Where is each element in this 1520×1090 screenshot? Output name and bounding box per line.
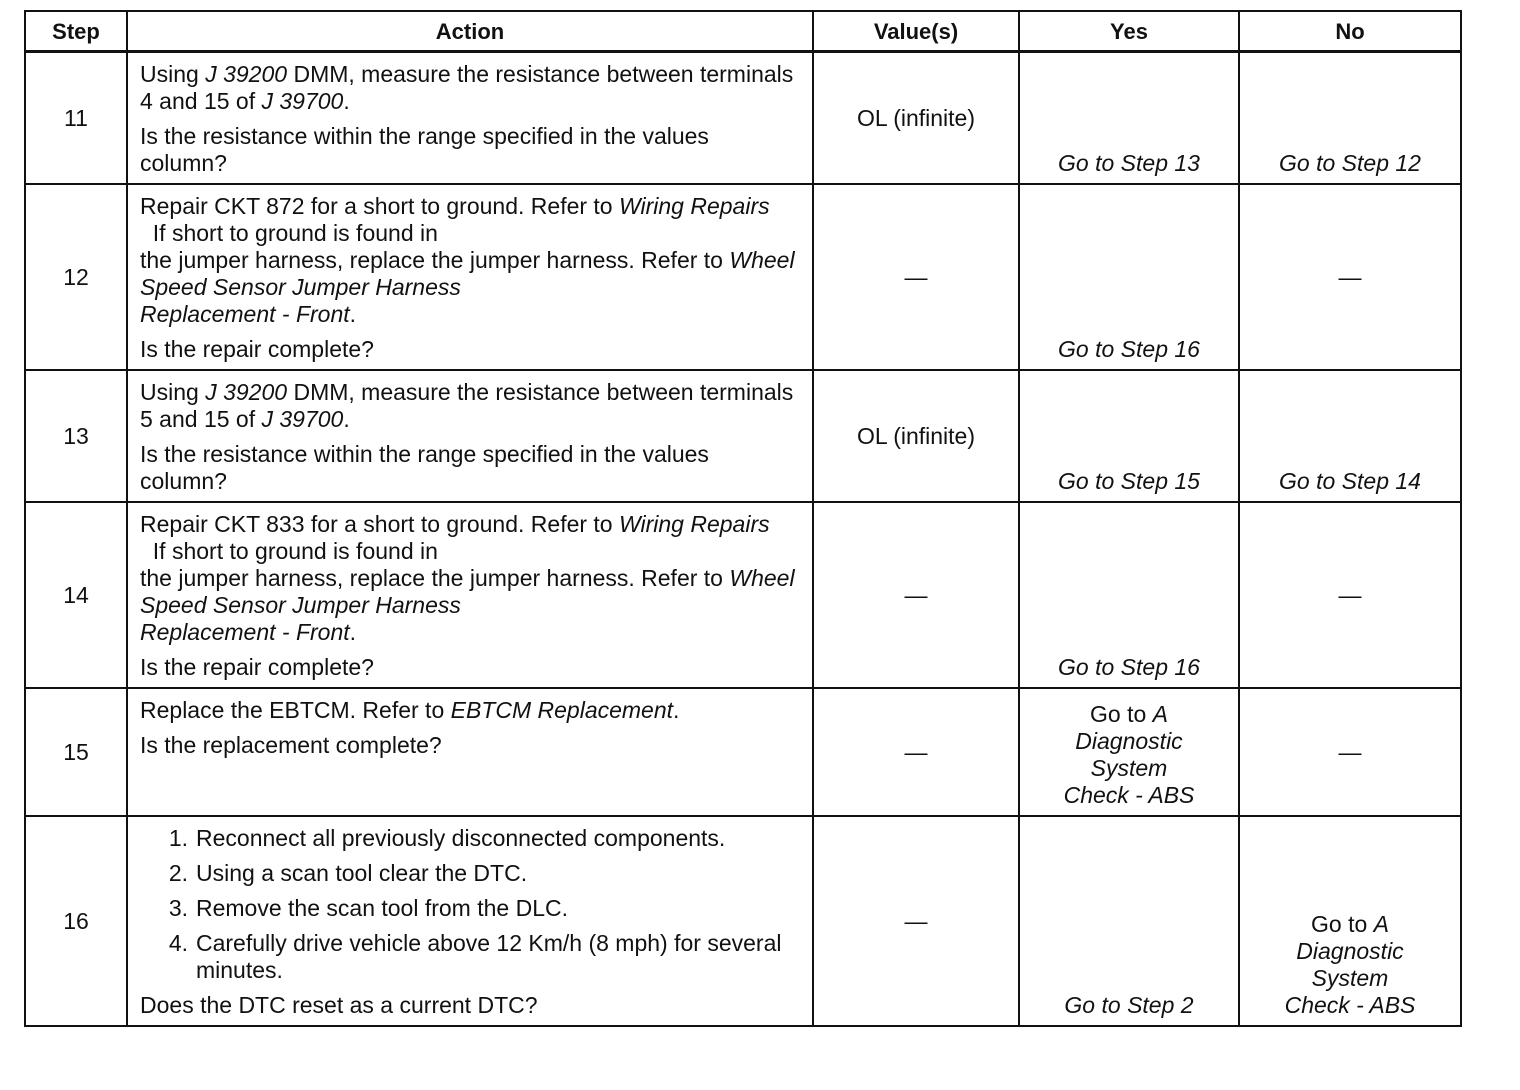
yes-link: Go to Step 16 xyxy=(1058,654,1200,680)
step-number: 14 xyxy=(25,502,127,688)
table-row xyxy=(25,52,1461,185)
yes-cell xyxy=(1019,184,1239,370)
table-row xyxy=(25,688,1461,816)
step-number: 12 xyxy=(25,184,127,370)
no-cell: — xyxy=(1239,688,1461,816)
value-cell: — xyxy=(813,688,1019,816)
no-link-line: Diagnostic xyxy=(1296,938,1404,964)
table-header-row xyxy=(25,11,1461,52)
column-header-values: Value(s) xyxy=(813,11,1019,52)
yes-link-line: System xyxy=(1090,755,1168,781)
yes-link: Go to Step 15 xyxy=(1058,468,1200,494)
column-header-action: Action xyxy=(127,11,813,52)
action-instruction: Repair CKT 872 for a short to ground. Refer to Wiring Repairs If short to ground is found in xyxy=(140,193,770,246)
action-cell xyxy=(127,688,813,816)
value-cell: — xyxy=(813,816,1019,1026)
yes-link: Go to Step 16 xyxy=(1058,336,1200,362)
no-cell xyxy=(1239,816,1461,1026)
yes-cell xyxy=(1019,816,1239,1026)
action-instruction-continued: the jumper harness, replace the jumper harness. Refer to Wheel Speed Sensor Jumper Harness Replacement - Front. xyxy=(140,247,795,327)
no-link: Go to Step 14 xyxy=(1279,468,1421,494)
value-cell: — xyxy=(813,502,1019,688)
action-instruction: Using J 39200 DMM, measure the resistance between terminals 5 and 15 of J 39700. xyxy=(140,379,794,432)
list-item: 3. Remove the scan tool from the DLC. xyxy=(168,895,568,921)
action-cell xyxy=(127,184,813,370)
list-item: 1. Reconnect all previously disconnected components. xyxy=(168,825,726,851)
yes-link-line: Diagnostic xyxy=(1075,728,1183,754)
diagnostic-table xyxy=(24,10,1462,1027)
no-cell xyxy=(1239,370,1461,502)
yes-link-line: Check - ABS xyxy=(1063,782,1195,808)
yes-cell xyxy=(1019,688,1239,816)
step-number: 13 xyxy=(25,370,127,502)
yes-cell xyxy=(1019,370,1239,502)
table-row xyxy=(25,816,1461,1026)
procedure-list xyxy=(140,825,802,984)
no-link: Go to A xyxy=(1311,911,1389,937)
step-number: 11 xyxy=(25,52,127,185)
action-cell xyxy=(127,816,813,1026)
action-instruction-continued: the jumper harness, replace the jumper harness. Refer to Wheel Speed Sensor Jumper Harness Replacement - Front. xyxy=(140,565,795,645)
list-item: 4. Carefully drive vehicle above 12 Km/h (8 mph) for several minutes. xyxy=(168,930,782,983)
column-header-no: No xyxy=(1239,11,1461,52)
action-question: Is the resistance within the range specified in the values column? xyxy=(140,123,709,176)
yes-link: Go to A xyxy=(1090,701,1168,727)
step-number: 15 xyxy=(25,688,127,816)
yes-cell xyxy=(1019,52,1239,185)
action-instruction: Repair CKT 833 for a short to ground. Refer to Wiring Repairs If short to ground is found in xyxy=(140,511,770,564)
yes-link: Go to Step 2 xyxy=(1064,992,1194,1018)
no-link: Go to Step 12 xyxy=(1279,150,1421,176)
action-instruction: Replace the EBTCM. Refer to EBTCM Replacement. xyxy=(140,697,680,723)
action-instruction: Using J 39200 DMM, measure the resistance between terminals 4 and 15 of J 39700. xyxy=(140,61,794,114)
value-cell: OL (infinite) xyxy=(813,52,1019,185)
yes-link: Go to Step 13 xyxy=(1058,150,1200,176)
table-row xyxy=(25,502,1461,688)
value-cell: OL (infinite) xyxy=(813,370,1019,502)
no-link-line: System xyxy=(1311,965,1389,991)
yes-cell xyxy=(1019,502,1239,688)
column-header-step: Step xyxy=(25,11,127,52)
no-cell: — xyxy=(1239,184,1461,370)
no-cell xyxy=(1239,52,1461,185)
step-number: 16 xyxy=(25,816,127,1026)
value-cell: — xyxy=(813,184,1019,370)
action-question: Is the repair complete? xyxy=(140,336,374,362)
list-item: 2. Using a scan tool clear the DTC. xyxy=(168,860,528,886)
action-question: Is the resistance within the range specified in the values column? xyxy=(140,441,709,494)
action-cell xyxy=(127,52,813,185)
table-row xyxy=(25,370,1461,502)
no-cell: — xyxy=(1239,502,1461,688)
action-cell xyxy=(127,370,813,502)
action-cell xyxy=(127,502,813,688)
action-question: Does the DTC reset as a current DTC? xyxy=(140,992,538,1018)
table-row xyxy=(25,184,1461,370)
column-header-yes: Yes xyxy=(1019,11,1239,52)
action-question: Is the repair complete? xyxy=(140,654,374,680)
action-question: Is the replacement complete? xyxy=(140,732,442,758)
no-link-line: Check - ABS xyxy=(1284,992,1416,1018)
